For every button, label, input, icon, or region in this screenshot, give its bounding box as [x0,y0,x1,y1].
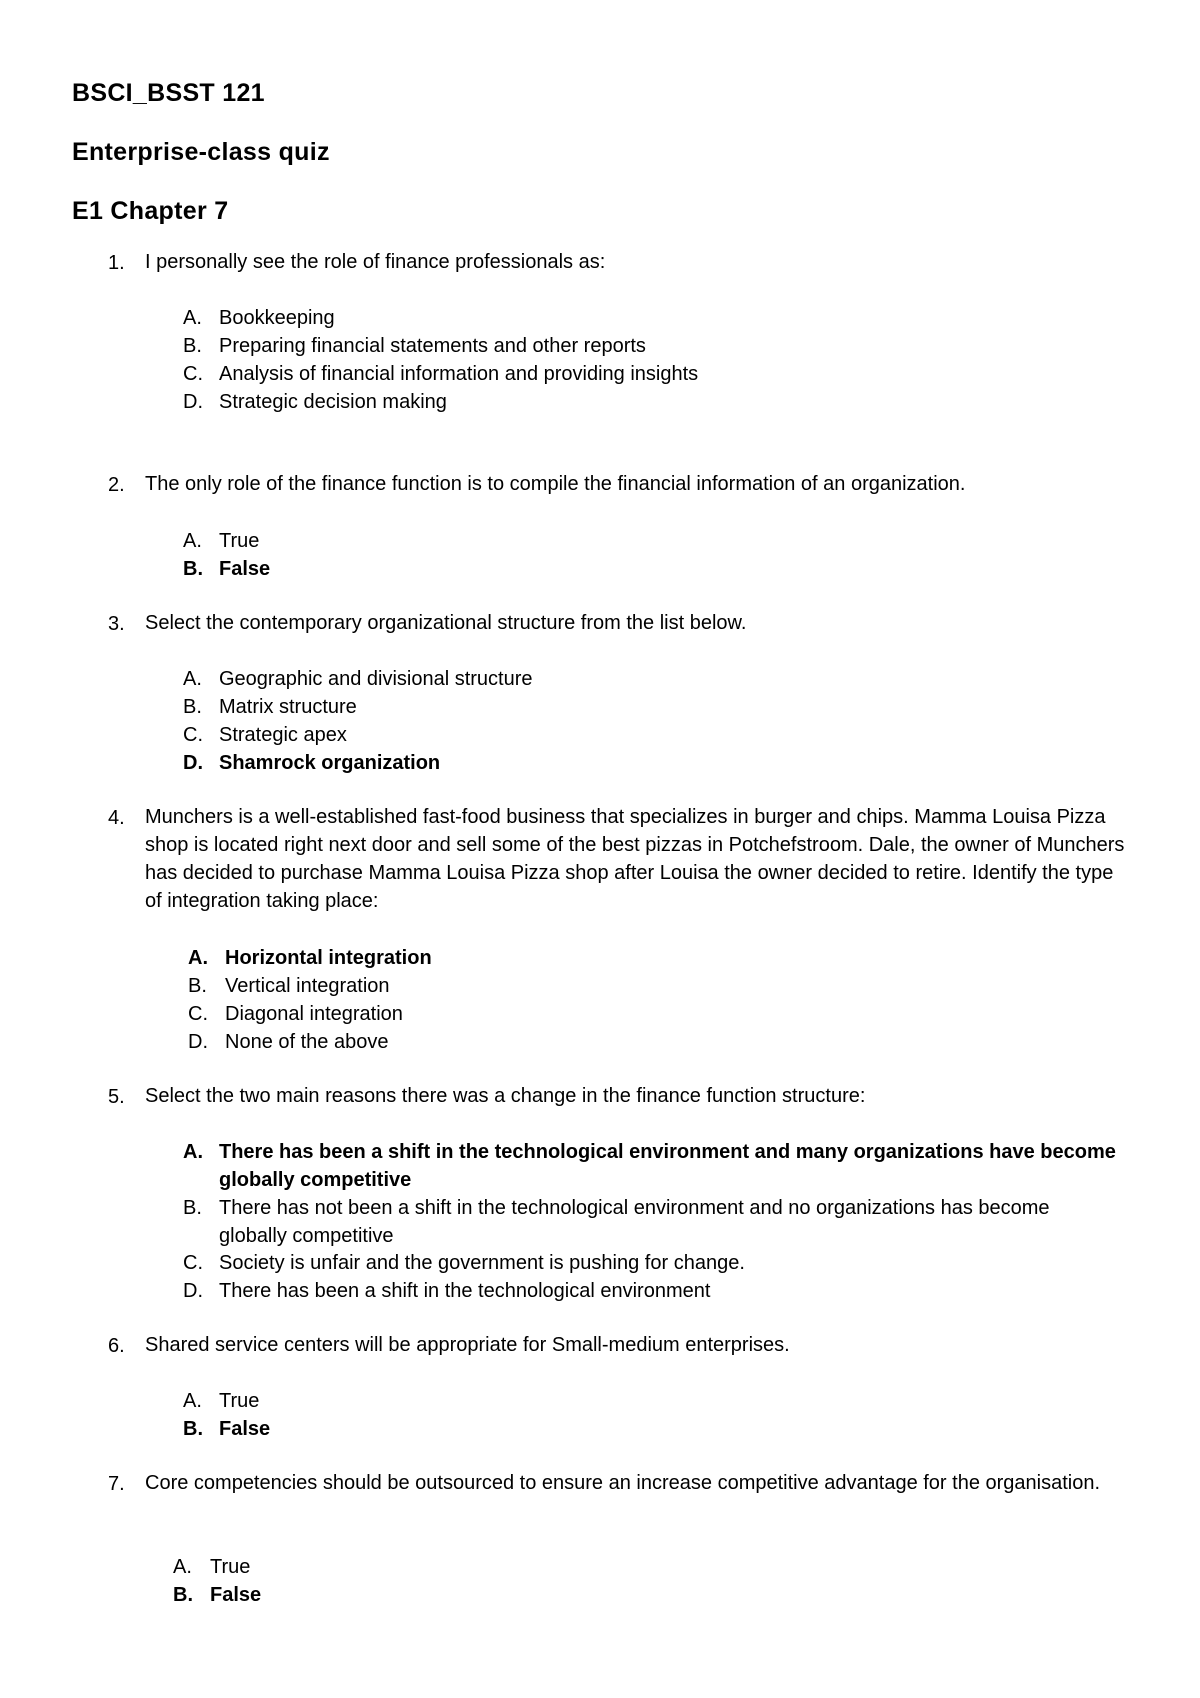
option-text: Shamrock organization [219,752,441,774]
option-text: False [210,1584,262,1606]
option-label: B. [188,975,207,997]
option-label: C. [183,1252,203,1274]
question-3-number: 3. [108,613,125,635]
option-label: C. [188,1003,208,1025]
option-text: True [219,530,260,552]
question-7-number: 7. [108,1473,125,1495]
option-label: A. [188,947,208,969]
option-label: B. [183,558,203,580]
question-2-number: 2. [108,474,125,496]
option-text: True [219,1390,260,1412]
option-text: False [219,1418,271,1440]
option-label: D. [183,752,203,774]
question-4-number: 4. [108,807,125,829]
option-label: C. [183,363,203,385]
option-text: Analysis of financial information and providing insights [219,363,699,385]
option-label: B. [183,1418,203,1440]
question-3-text: Select the contemporary organizational structure from the list below. [145,612,747,634]
option-label: B. [183,1197,202,1219]
question-5-option-a-correct [183,1138,1143,1194]
option-label: A. [183,530,202,552]
option-label: D. [183,391,203,413]
option-text: Society is unfair and the government is pushing for change. [219,1252,745,1274]
option-text: False [219,558,271,580]
option-text: Vertical integration [225,975,390,997]
option-label: B. [173,1584,193,1606]
option-text: Preparing financial statements and other reports [219,335,646,357]
option-text: There has been a shift in the technological environment and many organizations have become globally competitive [219,1141,1116,1191]
course-code-heading: BSCI_BSST 121 [72,79,265,107]
option-label: B. [183,335,202,357]
option-label: C. [183,724,203,746]
question-4-text: Munchers is a well-established fast-food business that specializes in burger and chips. Mamma Louisa Pizza shop is located right next door and sell some of the best pizzas in Potchefstroom. Dale, the owner of Munchers has decided to purchase Mamma Louisa Pizza shop after Louisa the owner decided to retire. Identify the type of integration taking place: [145,806,1125,912]
option-text: Horizontal integration [225,947,432,969]
option-label: A. [183,307,202,329]
option-label: A. [183,1390,202,1412]
option-text: Matrix structure [219,696,357,718]
question-5-option-b [183,1194,1143,1250]
option-label: A. [183,1141,203,1163]
option-text: None of the above [225,1031,389,1053]
question-5-text: Select the two main reasons there was a change in the finance function structure: [145,1085,866,1107]
option-label: D. [188,1031,208,1053]
option-text: Diagonal integration [225,1003,403,1025]
question-6-number: 6. [108,1335,125,1357]
question-6-text: Shared service centers will be appropriate for Small-medium enterprises. [145,1334,790,1356]
option-text: Geographic and divisional structure [219,668,533,690]
option-text: True [210,1556,251,1578]
option-label: A. [173,1556,192,1578]
question-2-text: The only role of the finance function is to compile the financial information of an organization. [145,473,966,495]
option-text: There has been a shift in the technological environment [219,1280,711,1302]
option-label: B. [183,696,202,718]
option-text: Strategic decision making [219,391,447,413]
option-text: Strategic apex [219,724,347,746]
chapter-heading: E1 Chapter 7 [72,197,229,225]
question-1-text: I personally see the role of finance professionals as: [145,251,606,273]
quiz-title-heading: Enterprise-class quiz [72,138,330,166]
option-text: There has not been a shift in the technological environment and no organizations has become globally competitive [219,1197,1050,1247]
question-1-number: 1. [108,252,125,274]
option-label: A. [183,668,202,690]
question-7-text: Core competencies should be outsourced to ensure an increase competitive advantage for the organisation. [145,1472,1101,1494]
question-5-number: 5. [108,1086,125,1108]
option-label: D. [183,1280,203,1302]
option-text: Bookkeeping [219,307,335,329]
